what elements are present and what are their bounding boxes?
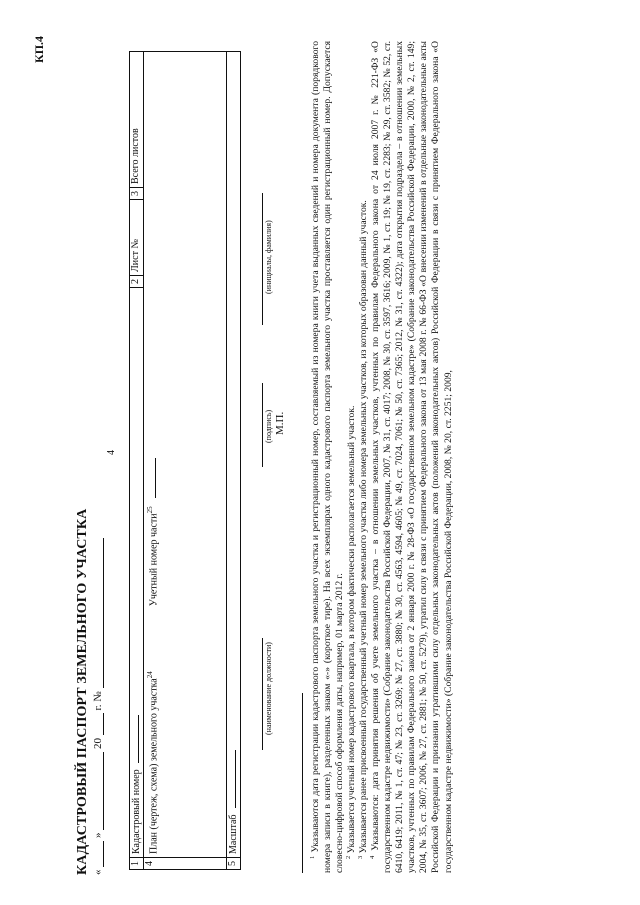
plan-cell: План (чертеж, схема) земельного участка$^{24}$ Учетный номер части$^{25}$: [144, 52, 227, 858]
footnote: $^3$ Указывается ранее присвоенный государственный учетный номер земельного участка либо номера земельных участков, из которых образован данный участок.: [357, 200, 370, 859]
plan-row: [144, 52, 227, 870]
position-caption: (наименование должности): [264, 642, 273, 735]
page-number: 4: [106, 450, 117, 455]
signature-caption: (подпись): [264, 409, 273, 443]
col-number-3: 3: [130, 188, 144, 200]
part-number-label: Учетный номер части: [148, 513, 160, 607]
seal-mark: М.П.: [274, 411, 286, 435]
footnote: $^4$ Указываются: дата принятия решения об учете земельного участка – в отношении земельных участков, учтенных по правилам Федерального закона от 24 июля 2007 г. № 221-ФЗ «О государственном кадастре недвижимости» (Собрание законодательства Российской Федерации, 2007, № 31, ст. 4017; 2008, № 30, ст. 3597, 3616; 2009, № 1, ст. 19; № 19, ст. 2283; № 29, ст. 3582; № 52, ст. 6410, 6419; 2011, № 1, ст. 47; № 23, ст. 3269; № 27, ст. 3880; № 30, ст. 4563, 4594, 4605; № 49, ст. 7024, 7061; № 50, ст. 7365; 2012, № 31, ст. 4322); дата открытия подраздела – в отношении земельных участков, учтенных по правилам Федерального закона от 2 января 2000 г. № 28-ФЗ «О государственном земельном кадастре» (Собрание законодательства Российской Федерации, 2000, № 2, ст. 149; 2004, № 35, ст. 3607; 2006, № 27, ст. 2881; № 50, ст. 5279), утратил силу в связи с принятием Федерального закона от 13 мая 2008 г. № 66-ФЗ «О внесении изменений в отдельные законодательные акты Российской Федерации и признании утратившими силу отдельных законодательных актов (положений законодательных актов) Российской Федерации в связи с принятием Федерального закона «О государственном кадастре недвижимости» (Собрание законодательства Российской Федерации, 2008, № 20, ст. 2251; 2009,: [369, 41, 454, 873]
col-number-2: 2: [130, 276, 144, 288]
scale-row: [227, 52, 241, 870]
signature-line: [262, 383, 263, 467]
name-line: [262, 193, 263, 325]
total-sheets-label: Всего листов: [130, 52, 144, 188]
name-caption: (инициалы, фамилия): [264, 220, 273, 294]
row-number: 4: [144, 858, 227, 870]
date-line: [92, 538, 104, 875]
cadastral-number-row: [130, 52, 144, 870]
quote-open: «: [92, 869, 104, 875]
footnote: $^1$ Указываются дата регистрации кадастрового паспорта земельного участка и регистрационный номер, составляемый из номера книги учета выданных сведений и номера документа (порядкового номера записи в книге), разделенных знаком «-» (короткое тире). На всех экземплярах одного кадастрового паспорта земельного участка проставляется один регистрационный номер. Допускается словесно-цифровой способ оформления даты, например, 01 марта 2012 г.: [308, 41, 346, 873]
plan-label: План (чертеж, схема) земельного участка: [148, 678, 160, 854]
row-number: 5: [227, 858, 241, 870]
footnotes: [310, 41, 455, 873]
day-blank: [92, 841, 104, 867]
position-line: [262, 638, 263, 750]
month-blank: [92, 752, 104, 830]
footnote-separator: [302, 693, 303, 873]
footnote: $^2$ Указывается учетный номер кадастрового квартала, в котором фактически располагается земельный участок.: [344, 405, 358, 859]
year-suffix: г. №: [92, 691, 104, 711]
registration-number-blank: [92, 538, 104, 688]
sheet-number-label: Лист №: [130, 200, 144, 276]
passport-table: [129, 51, 241, 870]
cadastral-number-label: Кадастровый номер: [130, 288, 144, 858]
page-title: КАДАСТРОВЫЙ ПАСПОРТ ЗЕМЕЛЬНОГО УЧАСТКА: [75, 508, 90, 875]
year-blank: [92, 713, 104, 735]
form-code: КП.4: [32, 35, 46, 63]
year-prefix: 20: [92, 738, 104, 749]
scale-label: Масштаб: [227, 52, 241, 858]
row-number: 1: [130, 858, 144, 870]
quote-close: »: [92, 832, 104, 838]
